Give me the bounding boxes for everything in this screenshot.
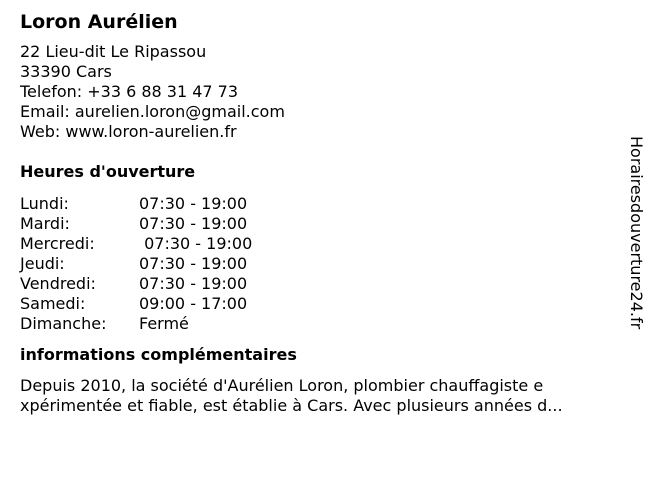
email-line: Email: aurelien.loron@gmail.com bbox=[20, 102, 285, 121]
time-value: Fermé bbox=[139, 314, 189, 333]
business-card bbox=[20, 10, 620, 416]
time-value: 07:30 - 19:00 bbox=[139, 274, 248, 293]
contact-details bbox=[20, 42, 620, 142]
site-watermark: Horairesdouverture24.fr bbox=[627, 136, 646, 330]
additional-info-title: informations complémentaires bbox=[20, 345, 297, 364]
hours-row-monday bbox=[20, 194, 620, 214]
day-label: Samedi: bbox=[20, 294, 86, 313]
time-value: 09:00 - 17:00 bbox=[139, 294, 248, 313]
day-label: Lundi: bbox=[20, 194, 69, 213]
day-label: Mercredi: bbox=[20, 234, 95, 253]
postal-city: 33390 Cars bbox=[20, 62, 112, 81]
info-line-1: Depuis 2010, la société d'Aurélien Loron, plombier chauffagiste e bbox=[20, 376, 544, 395]
hours-row-friday bbox=[20, 274, 620, 294]
phone-line: Telefon: +33 6 88 31 47 73 bbox=[20, 82, 239, 101]
day-label: Vendredi: bbox=[20, 274, 96, 293]
day-label: Dimanche: bbox=[20, 314, 107, 333]
time-value: 07:30 - 19:00 bbox=[139, 194, 248, 213]
hours-row-tuesday bbox=[20, 214, 620, 234]
business-name: Loron Aurélien bbox=[20, 11, 178, 33]
hours-row-thursday bbox=[20, 254, 620, 274]
day-label: Mardi: bbox=[20, 214, 70, 233]
time-value: 07:30 - 19:00 bbox=[139, 254, 248, 273]
hours-row-saturday bbox=[20, 294, 620, 314]
info-line-2: xpérimentée et fiable, est établie à Cars. Avec plusieurs années d... bbox=[20, 396, 563, 415]
street-address: 22 Lieu-dit Le Ripassou bbox=[20, 42, 207, 61]
hours-row-wednesday bbox=[20, 234, 620, 254]
website-line: Web: www.loron-aurelien.fr bbox=[20, 122, 237, 141]
time-value: 07:30 - 19:00 bbox=[139, 214, 248, 233]
opening-hours-list bbox=[20, 194, 620, 334]
opening-hours-title: Heures d'ouverture bbox=[20, 162, 196, 181]
additional-info-text bbox=[20, 376, 620, 416]
time-value: 07:30 - 19:00 bbox=[139, 234, 253, 253]
hours-row-sunday bbox=[20, 314, 620, 334]
day-label: Jeudi: bbox=[20, 254, 65, 273]
